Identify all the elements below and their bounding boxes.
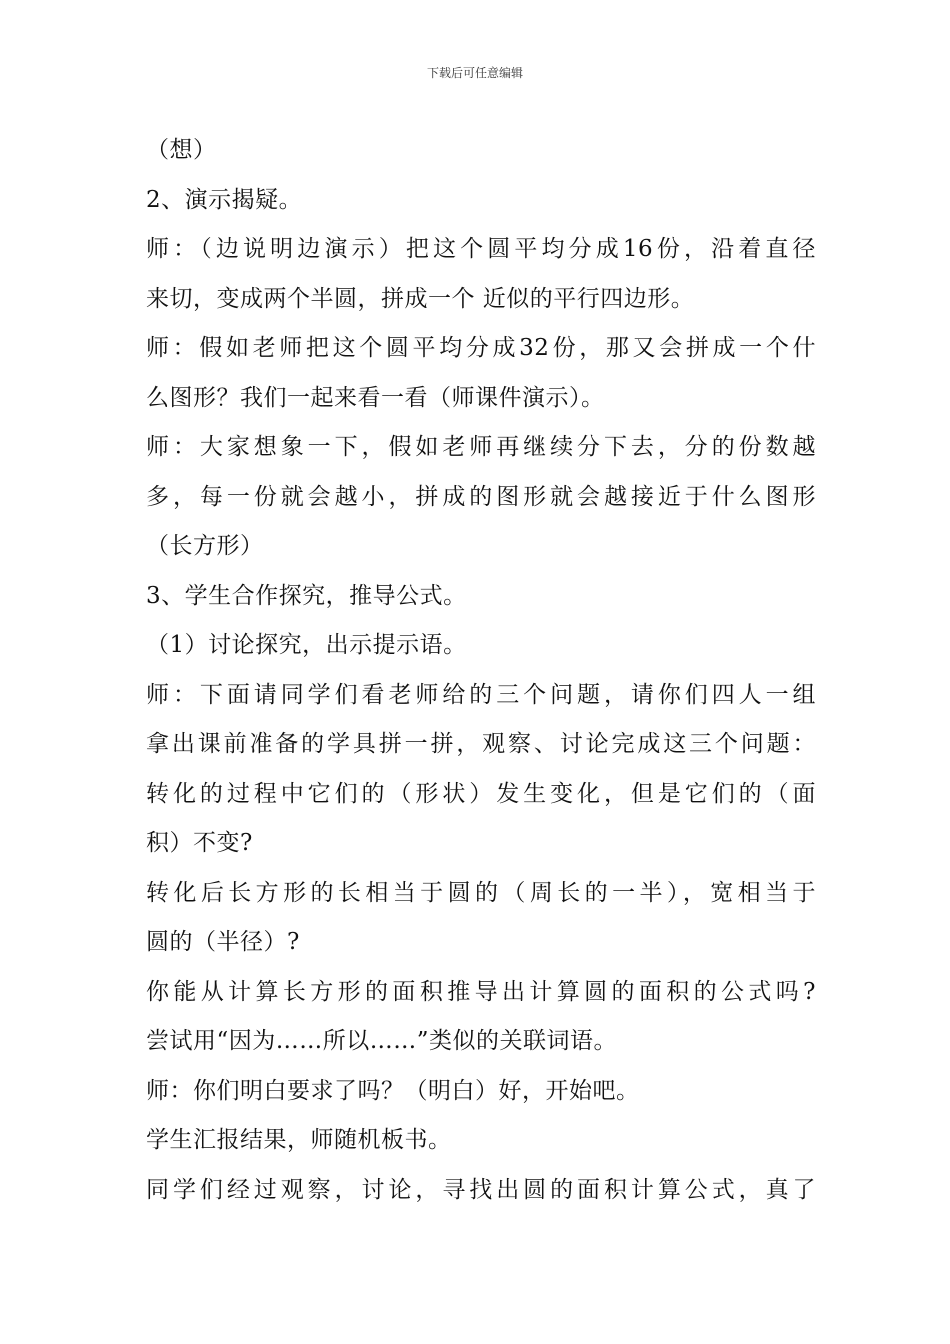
document-body <box>146 126 816 1215</box>
text-line: 圆的（半径）? <box>146 929 300 955</box>
text-line: 学生汇报结果，师随机板书。 <box>146 1127 452 1153</box>
text-line: （长方形） <box>146 533 264 559</box>
text-line: 来切，变成两个半圆，拼成一个 近似的平行四边形。 <box>146 285 695 312</box>
text-line: 多，每一份就会越小，拼成的图形就会越接近于什么图形 <box>146 483 816 510</box>
text-line: （想） <box>146 137 217 163</box>
text-line: 积）不变? <box>146 830 253 856</box>
text-line: （1）讨论探究，出示提示语。 <box>146 632 467 658</box>
text-line: 么图形？我们一起来看一看（师课件演示）。 <box>146 384 605 411</box>
text-line: 师：（边说明边演示）把这个圆平均分成16份，沿着直径 <box>146 236 816 262</box>
text-line: 师：大家想象一下，假如老师再继续分下去，分的份数越 <box>146 434 816 460</box>
text-line: 转化后长方形的长相当于圆的（周长的一半），宽相当于 <box>146 879 816 906</box>
text-line: 3、学生合作探究，推导公式。 <box>146 582 467 609</box>
text-line: 师：假如老师把这个圆平均分成32份，那又会拼成一个什 <box>146 335 816 361</box>
text-line: 你能从计算长方形的面积推导出计算圆的面积的公式吗? <box>146 978 816 1005</box>
text-line: 拿出课前准备的学具拼一拼，观察、讨论完成这三个问题： <box>146 731 816 757</box>
text-line: 师：你们明白要求了吗？（明白）好，开始吧。 <box>146 1077 640 1104</box>
text-line: 转化的过程中它们的（形状）发生变化，但是它们的（面 <box>146 780 816 807</box>
page-header: 下载后可任意编辑 <box>426 66 523 80</box>
text-line: 尝试用“因为……所以……”类似的关联词语。 <box>146 1028 618 1054</box>
text-line: 同学们经过观察，讨论，寻找出圆的面积计算公式，真了 <box>146 1176 816 1203</box>
text-line: 师：下面请同学们看老师给的三个问题，请你们四人一组 <box>146 681 816 708</box>
text-line: 2、演示揭疑。 <box>146 186 303 213</box>
